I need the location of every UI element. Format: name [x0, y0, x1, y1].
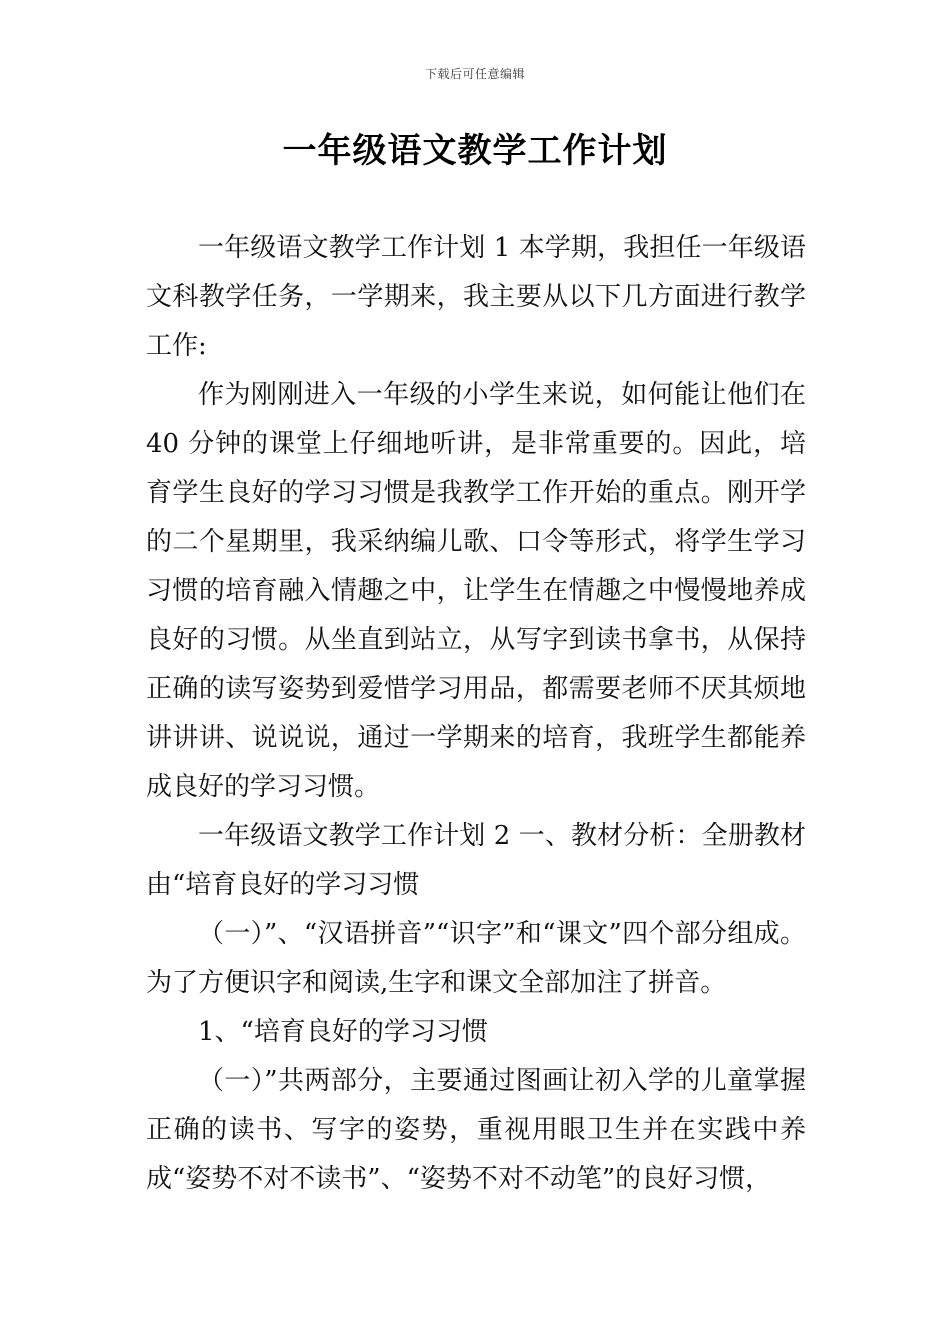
paragraph-5: 1、“培育良好的学习习惯: [198, 1017, 488, 1047]
document-title: 一年级语文教学工作计划: [282, 131, 668, 171]
paragraph-1: 一年级语文教学工作计划 1 本学期，我担任一年级语文科教学任务，一学期来，我主要从以下几方面进行教学工作:: [146, 233, 806, 361]
paragraph-6: （一）”共两部分，主要通过图画让初入学的儿童掌握正确的读书、写字的姿势，重视用眼卫生并在实践中养成“姿势不对不读书”、“姿势不对不动笔”的良好习惯，: [146, 1066, 806, 1194]
paragraph-3: 一年级语文教学工作计划 2 一、教材分析：全册教材由“培育良好的学习习惯: [146, 821, 806, 900]
document-body: [146, 224, 806, 1204]
paragraph-2: 作为刚刚进入一年级的小学生来说，如何能让他们在 40 分钟的课堂上仔细地听讲，是非常重要的。因此，培育学生良好的学习习惯是我教学工作开始的重点。刚开学的二个星期里，我采纳编儿歌、口令等形式，将学生学习习惯的培育融入情趣之中，让学生在情趣之中慢慢地养成良好的习惯。从坐直到站立，从写字到读书拿书，从保持正确的读写姿势到爱惜学习用品，都需要老师不厌其烦地讲讲讲、说说说，通过一学期来的培育，我班学生都能养成良好的学习习惯。: [146, 380, 806, 802]
header-note: 下载后可任意编辑: [424, 67, 525, 81]
paragraph-4: （一）”、“汉语拼音”“识字”和“课文”四个部分组成。为了方便识字和阅读,生字和课文全部加注了拼音。: [146, 919, 806, 998]
